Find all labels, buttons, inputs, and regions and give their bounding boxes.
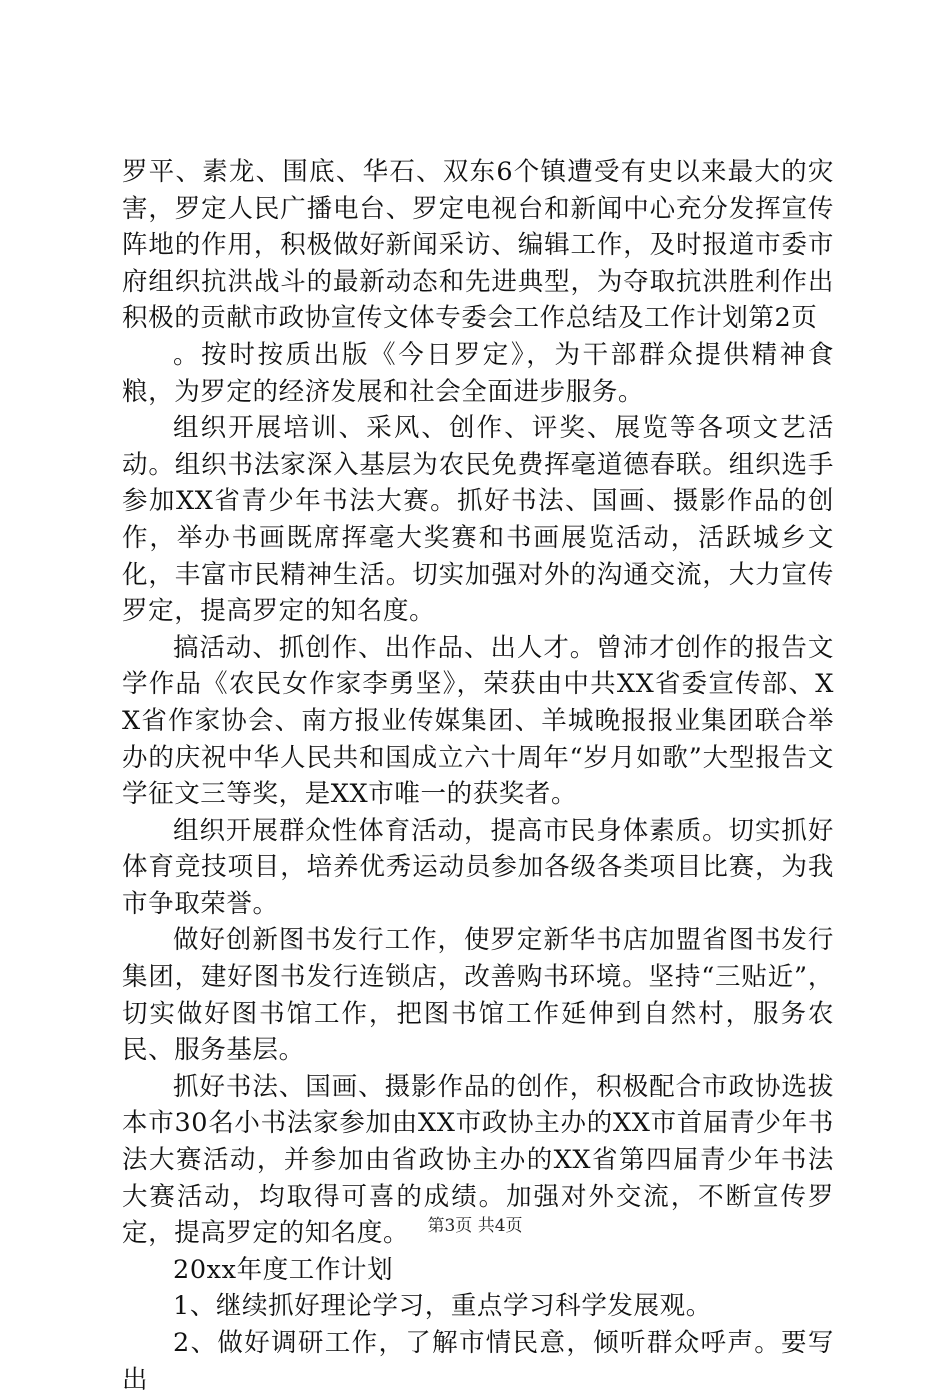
page-number-footer: 第3页 共4页 (427, 1216, 523, 1236)
plan-item-2: 2、做好调研工作，了解市情民意，倾听群众呼声。要写出 (122, 1328, 834, 1395)
paragraph-3: 组织开展培训、采风、创作、评奖、展览等各项文艺活动。组织书法家深入基层为农民免费挥毫道德春联。组织选手参加XX省青少年书法大赛。抓好书法、国画、摄影作品的创作，举办书画既席挥毫大奖赛和书画展览活动，活跃城乡文化，丰富市民精神生活。切实加强对外的沟通交流，大力宣传罗定，提高罗定的知名度。 (122, 413, 834, 627)
paragraph-2: 。按时按质出版《今日罗定》，为干部群众提供精神食粮，为罗定的经济发展和社会全面进步服务。 (122, 339, 834, 407)
plan-item-1: 1、继续抓好理论学习，重点学习科学发展观。 (173, 1291, 712, 1322)
document-body (122, 154, 834, 1398)
paragraph-4: 搞活动、抓创作、出作品、出人才。曾沛才创作的报告文学作品《农民女作家李勇坚》，荣获由中共XX省委宣传部、XX省作家协会、南方报业传媒集团、羊城晚报报业集团联合举办的庆祝中华人民共和国成立六十周年“岁月如歌”大型报告文学征文三等奖，是XX市唯一的获奖者。 (122, 632, 834, 810)
paragraph-1: 罗平、素龙、围底、华石、双东6个镇遭受有史以来最大的灾害，罗定人民广播电台、罗定电视台和新闻中心充分发挥宣传阵地的作用，积极做好新闻采访、编辑工作，及时报道市委市府组织抗洪战斗的最新动态和先进典型，为夺取抗洪胜利作出积极的贡献市政协宣传文体专委会工作总结及工作计划第2页 (122, 157, 834, 334)
paragraph-6: 做好创新图书发行工作，使罗定新华书店加盟省图书发行集团，建好图书发行连锁店，改善购书环境。坚持“三贴近”，切实做好图书馆工作，把图书馆工作延伸到自然村，服务农民、服务基层。 (122, 925, 834, 1066)
paragraph-7: 抓好书法、国画、摄影作品的创作，积极配合市政协选拔本市30名小书法家参加由XX市政协主办的XX市首届青少年书法大赛活动，并参加由省政协主办的XX省第四届青少年书法大赛活动，均取得可喜的成绩。加强对外交流，不断宣传罗定，提高罗定的知名度。 (122, 1071, 834, 1249)
paragraph-5: 组织开展群众性体育活动，提高市民身体素质。切实抓好体育竞技项目，培养优秀运动员参加各级各类项目比赛，为我市争取荣誉。 (122, 815, 834, 919)
section-heading-plan: 20xx年度工作计划 (173, 1254, 394, 1285)
